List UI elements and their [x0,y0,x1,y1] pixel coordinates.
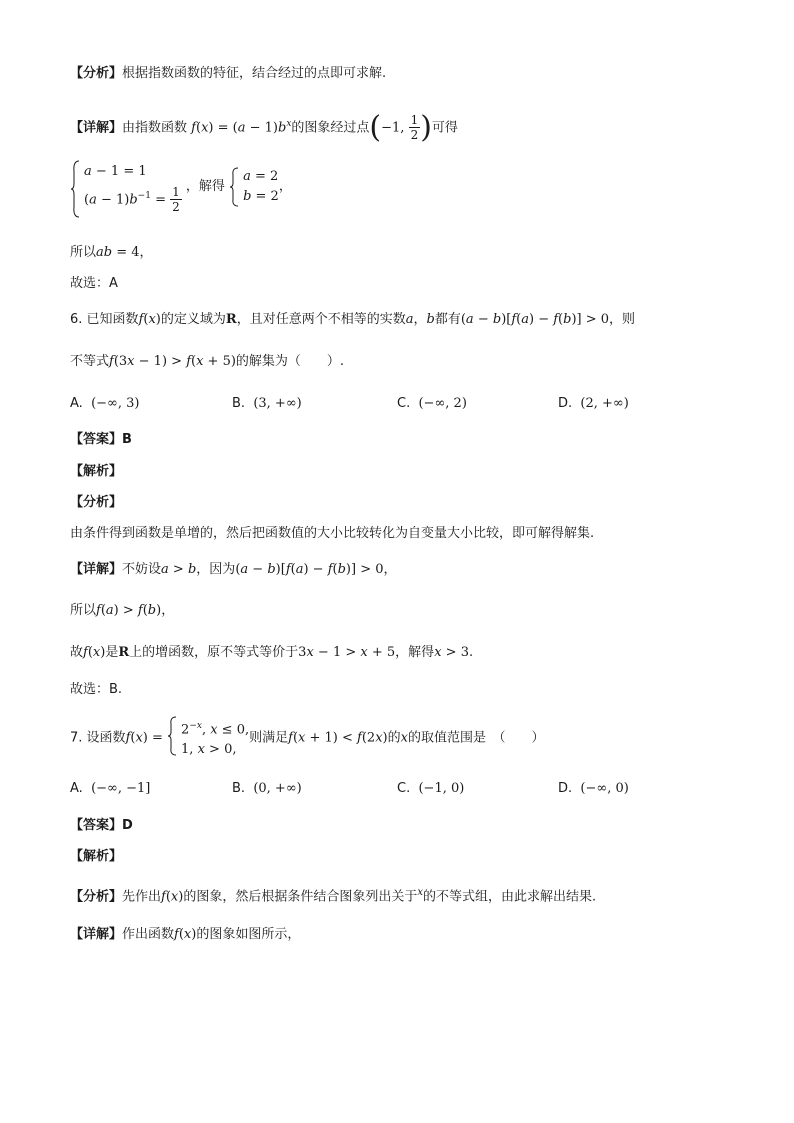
q6-fenxi: 【分析】 [70,495,123,510]
q6-choice: 故选：B. [70,682,123,697]
q7-detail-line: 【详解】作出函数f(x)的图象如图所示， [70,927,301,942]
q6-detail-line: 【详解】不妨设a > b，因为(a − b)[f(a) − f(b)] > 0， [70,562,397,577]
q7-option-c[interactable]: C. (−1, 0) [397,781,465,796]
fraction-half: $\frac{1}{2}$ [410,113,419,143]
equation-system-line: a − 1 = 1 $(a - 1)b^{-1}$ = $\frac{1}{2}$ ，解得 a = 2 b = 2 ， [70,160,292,214]
detail-tag: 【详解】 [70,120,123,136]
q6-fenxi-text: 由条件得到函数是单增的，然后把函数值的大小比较转化为自变量大小比较，即可解得解集. [70,526,595,541]
q6-answer: 【答案】B [70,432,132,447]
q7-answer: 【答案】D [70,818,133,833]
q7-option-d[interactable]: D. (−∞, 0) [558,781,629,796]
analysis-tag: 【分析】 [70,66,123,81]
question-6-line-2: 不等式f(3x − 1) > f(x + 5)的解集为（ ）. [70,354,345,369]
piecewise-function: $2^{-x}$, x ≤ 0, 1, x > 0, [167,716,249,760]
analysis-line-5 [70,64,386,84]
q6-option-d[interactable]: D. (2, +∞) [558,396,629,411]
q6-therefore-line: 故f(x)是R上的增函数，原不等式等价于3x − 1 > x + 5，解得x > 3. [70,645,474,660]
detail-line-5: 【详解】由指数函数 $f(x) = (a - 1)b^x$的图象经过点(−1, $\frac{1}{2}$ )可得 [70,109,458,145]
q6-option-c[interactable]: C. (−∞, 2) [397,396,467,411]
q6-option-b[interactable]: B. (3, +∞) [232,396,302,411]
q7-jiexi: 【解析】 [70,849,123,864]
equation-system-2: a = 2 b = 2 [229,167,279,207]
q7-analysis-line: 【分析】先作出f(x)的图象，然后根据条件结合图象列出关于$^x$的不等式组，由此求解出结果. [70,887,597,905]
question-6-line-1: 6. 已知函数f(x)的定义域为R，且对任意两个不相等的实数a，b都有(a − b)[f(a) − f(b)] > 0，则 [70,312,636,327]
q6-option-a[interactable]: A. (−∞, 3) [70,396,140,411]
so-ab-line: 所以ab = 4， [70,245,153,260]
q7-option-a[interactable]: A. (−∞, −1] [70,781,151,796]
q6-jiexi: 【解析】 [70,464,123,479]
q7-option-b[interactable]: B. (0, +∞) [232,781,302,796]
analysis-text: 根据指数函数的特征，结合经过的点即可求解. [122,66,387,81]
equation-system-1: a − 1 = 1 $(a - 1)b^{-1}$ = $\frac{1}{2}$ [70,160,182,214]
q6-so-line: 所以f(a) > f(b)， [70,603,175,618]
formula-exp: f [191,120,196,136]
choice-line-5: 故选：A [70,276,118,291]
question-7-line: 7. 设函数f(x) = $2^{-x}$, x ≤ 0, 1, x > 0, 则满足f(x + 1) < f(2x)的x的取值范围是 （ ） [70,716,544,761]
